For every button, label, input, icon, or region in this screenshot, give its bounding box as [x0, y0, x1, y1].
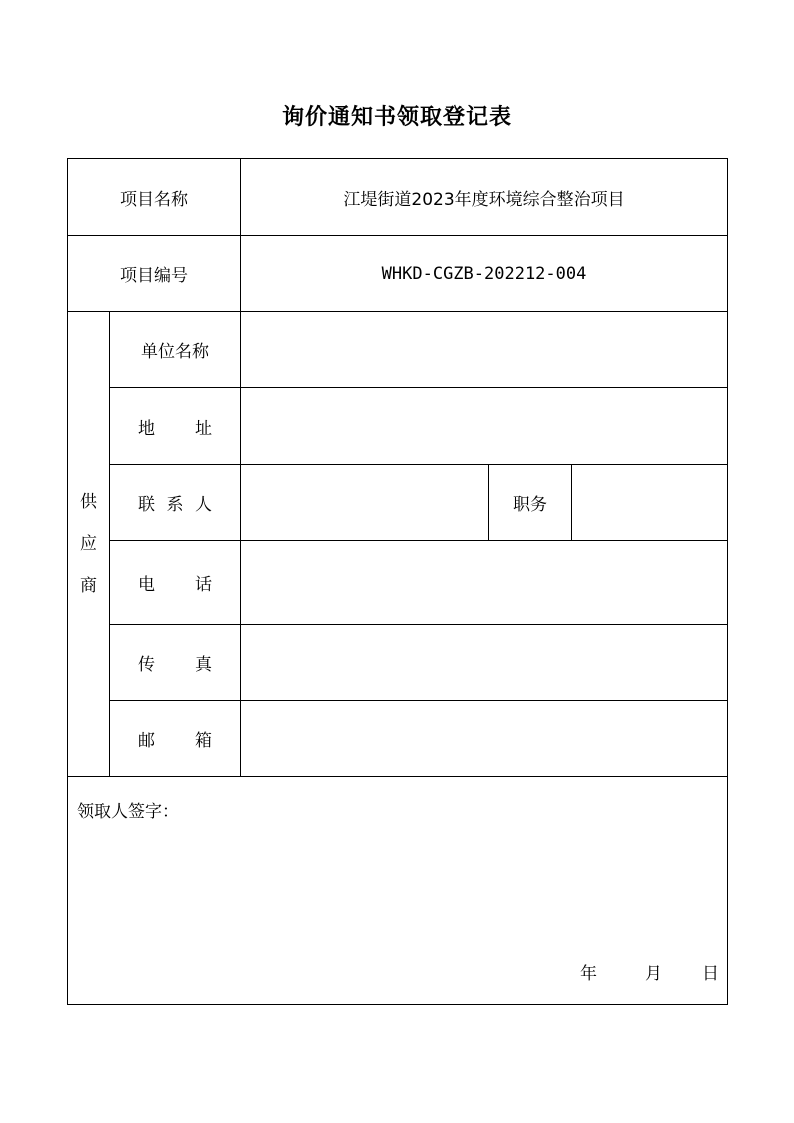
contact-label	[110, 465, 241, 541]
fax-char: 传	[138, 655, 155, 675]
supplier-char: 供	[80, 492, 97, 512]
row-signature	[68, 777, 728, 1005]
email-char: 邮	[138, 731, 155, 751]
registration-form-table	[67, 158, 728, 1005]
project-name-label: 项目名称	[68, 159, 241, 236]
row-fax	[68, 625, 728, 701]
email-char: 箱	[195, 731, 212, 751]
date-month-label: 月	[645, 964, 663, 984]
signature-date	[580, 959, 719, 984]
row-email	[68, 701, 728, 777]
signature-label: 领取人签字：	[77, 802, 179, 822]
contact-char: 人	[195, 495, 212, 515]
row-address	[68, 388, 728, 465]
project-number-label: 项目编号	[68, 236, 241, 312]
fax-field[interactable]	[241, 625, 728, 701]
row-project-number	[68, 236, 728, 312]
supplier-char: 应	[80, 534, 97, 554]
page-title: 询价通知书领取登记表	[281, 105, 512, 130]
email-label	[110, 701, 241, 777]
phone-label	[110, 541, 241, 625]
email-field[interactable]	[241, 701, 728, 777]
fax-label	[110, 625, 241, 701]
supplier-char: 商	[80, 576, 97, 596]
supplier-label	[68, 312, 110, 777]
position-label: 职务	[489, 465, 572, 541]
date-year-label: 年	[580, 964, 598, 984]
row-contact	[68, 465, 728, 541]
row-unit-name	[68, 312, 728, 388]
date-day-label: 日	[702, 964, 720, 984]
phone-field[interactable]	[241, 541, 728, 625]
phone-char: 电	[138, 575, 155, 595]
address-char: 地	[138, 418, 155, 439]
position-field[interactable]	[572, 465, 728, 541]
project-name-value: 江堤街道2023年度环境综合整治项目	[241, 159, 728, 236]
address-char: 址	[195, 418, 212, 439]
unit-name-label: 单位名称	[110, 312, 241, 388]
contact-char: 系	[166, 495, 184, 515]
project-number-value: WHKD-CGZB-202212-004	[241, 236, 728, 312]
address-field[interactable]	[241, 388, 728, 465]
address-label	[110, 388, 241, 465]
row-project-name	[68, 159, 728, 236]
signature-area[interactable]	[68, 777, 728, 1005]
contact-char: 联	[138, 495, 155, 515]
phone-char: 话	[195, 575, 212, 595]
unit-name-field[interactable]	[241, 312, 728, 388]
fax-char: 真	[195, 655, 212, 675]
row-phone	[68, 541, 728, 625]
contact-field[interactable]	[241, 465, 489, 541]
